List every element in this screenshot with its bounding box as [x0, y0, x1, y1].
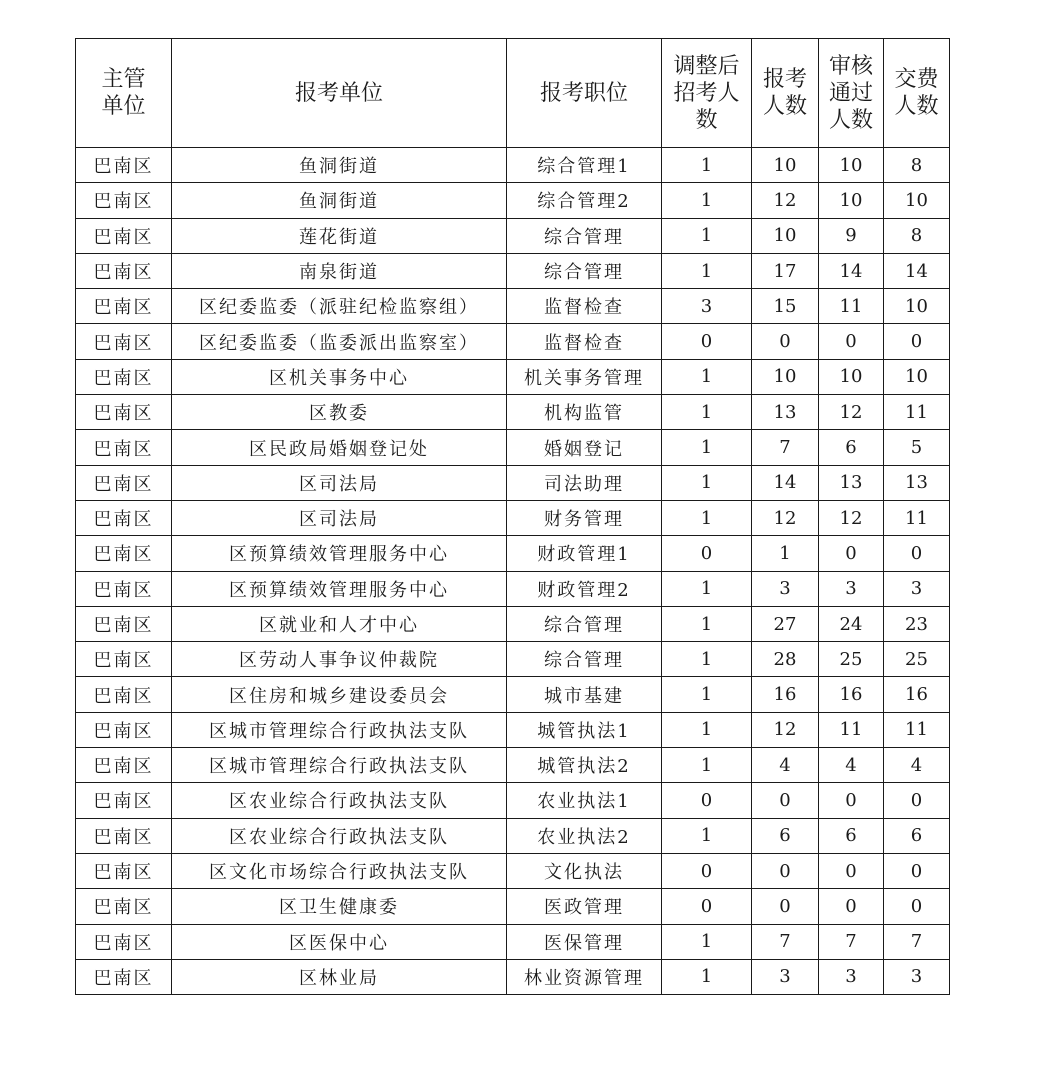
table-row [76, 324, 950, 359]
supervising-unit-cell: 巴南区 [76, 500, 172, 535]
position-cell: 农业执法2 [507, 818, 662, 853]
applicants-cell: 0 [752, 853, 819, 888]
table-row [76, 712, 950, 747]
paid-cell: 5 [884, 430, 950, 465]
applicants-cell: 3 [752, 959, 819, 994]
applicants-cell: 27 [752, 606, 819, 641]
header-supervising-unit: 主管 单位 [76, 39, 172, 148]
applicants-cell: 28 [752, 642, 819, 677]
approved-cell: 9 [819, 218, 884, 253]
applying-unit-cell: 区预算绩效管理服务中心 [172, 571, 507, 606]
paid-cell: 0 [884, 536, 950, 571]
supervising-unit-cell: 巴南区 [76, 571, 172, 606]
applying-unit-cell: 区司法局 [172, 465, 507, 500]
adjusted-quota-cell: 1 [662, 606, 752, 641]
supervising-unit-cell: 巴南区 [76, 465, 172, 500]
approved-cell: 6 [819, 818, 884, 853]
applicants-cell: 13 [752, 395, 819, 430]
supervising-unit-cell: 巴南区 [76, 183, 172, 218]
paid-cell: 4 [884, 748, 950, 783]
position-cell: 机构监管 [507, 395, 662, 430]
approved-cell: 11 [819, 289, 884, 324]
paid-cell: 0 [884, 889, 950, 924]
table-row [76, 536, 950, 571]
applicants-cell: 0 [752, 783, 819, 818]
position-cell: 医政管理 [507, 889, 662, 924]
table-body [76, 148, 950, 995]
position-cell: 财政管理2 [507, 571, 662, 606]
applying-unit-cell: 区劳动人事争议仲裁院 [172, 642, 507, 677]
adjusted-quota-cell: 1 [662, 677, 752, 712]
approved-cell: 4 [819, 748, 884, 783]
table-row [76, 783, 950, 818]
header-applicants: 报考 人数 [752, 39, 819, 148]
approved-cell: 10 [819, 183, 884, 218]
supervising-unit-cell: 巴南区 [76, 536, 172, 571]
supervising-unit-cell: 巴南区 [76, 218, 172, 253]
table-row [76, 924, 950, 959]
applicants-cell: 0 [752, 889, 819, 924]
table-row [76, 183, 950, 218]
paid-cell: 10 [884, 359, 950, 394]
supervising-unit-cell: 巴南区 [76, 748, 172, 783]
position-cell: 监督检查 [507, 289, 662, 324]
table-row [76, 889, 950, 924]
applying-unit-cell: 区城市管理综合行政执法支队 [172, 712, 507, 747]
paid-cell: 0 [884, 324, 950, 359]
applicants-cell: 17 [752, 253, 819, 288]
applying-unit-cell: 南泉街道 [172, 253, 507, 288]
supervising-unit-cell: 巴南区 [76, 783, 172, 818]
approved-cell: 12 [819, 395, 884, 430]
paid-cell: 8 [884, 148, 950, 183]
paid-cell: 11 [884, 712, 950, 747]
applying-unit-cell: 区预算绩效管理服务中心 [172, 536, 507, 571]
supervising-unit-cell: 巴南区 [76, 677, 172, 712]
position-cell: 城市基建 [507, 677, 662, 712]
position-cell: 婚姻登记 [507, 430, 662, 465]
paid-cell: 14 [884, 253, 950, 288]
approved-cell: 3 [819, 959, 884, 994]
applicants-cell: 12 [752, 183, 819, 218]
table-row [76, 818, 950, 853]
adjusted-quota-cell: 0 [662, 324, 752, 359]
position-cell: 农业执法1 [507, 783, 662, 818]
paid-cell: 11 [884, 500, 950, 535]
paid-cell: 6 [884, 818, 950, 853]
approved-cell: 11 [819, 712, 884, 747]
adjusted-quota-cell: 1 [662, 571, 752, 606]
position-cell: 司法助理 [507, 465, 662, 500]
paid-cell: 0 [884, 853, 950, 888]
adjusted-quota-cell: 1 [662, 748, 752, 783]
applying-unit-cell: 鱼洞街道 [172, 183, 507, 218]
applicants-cell: 12 [752, 500, 819, 535]
applicants-cell: 10 [752, 359, 819, 394]
applying-unit-cell: 区城市管理综合行政执法支队 [172, 748, 507, 783]
supervising-unit-cell: 巴南区 [76, 642, 172, 677]
position-cell: 综合管理 [507, 253, 662, 288]
supervising-unit-cell: 巴南区 [76, 324, 172, 359]
applying-unit-cell: 区就业和人才中心 [172, 606, 507, 641]
supervising-unit-cell: 巴南区 [76, 853, 172, 888]
adjusted-quota-cell: 0 [662, 889, 752, 924]
supervising-unit-cell: 巴南区 [76, 924, 172, 959]
header-applying-unit: 报考单位 [172, 39, 507, 148]
adjusted-quota-cell: 1 [662, 642, 752, 677]
table-row [76, 218, 950, 253]
adjusted-quota-cell: 1 [662, 253, 752, 288]
adjusted-quota-cell: 1 [662, 818, 752, 853]
applicants-cell: 10 [752, 148, 819, 183]
applying-unit-cell: 区文化市场综合行政执法支队 [172, 853, 507, 888]
applicants-cell: 7 [752, 430, 819, 465]
table-row [76, 748, 950, 783]
position-cell: 综合管理 [507, 606, 662, 641]
table-row [76, 642, 950, 677]
adjusted-quota-cell: 0 [662, 783, 752, 818]
position-cell: 综合管理 [507, 218, 662, 253]
position-cell: 综合管理 [507, 642, 662, 677]
approved-cell: 16 [819, 677, 884, 712]
supervising-unit-cell: 巴南区 [76, 818, 172, 853]
supervising-unit-cell: 巴南区 [76, 148, 172, 183]
supervising-unit-cell: 巴南区 [76, 606, 172, 641]
applicants-cell: 12 [752, 712, 819, 747]
paid-cell: 3 [884, 959, 950, 994]
table-row [76, 465, 950, 500]
header-paid: 交费 人数 [884, 39, 950, 148]
table-row [76, 395, 950, 430]
supervising-unit-cell: 巴南区 [76, 289, 172, 324]
position-cell: 医保管理 [507, 924, 662, 959]
table-row [76, 571, 950, 606]
applying-unit-cell: 区农业综合行政执法支队 [172, 783, 507, 818]
applying-unit-cell: 区教委 [172, 395, 507, 430]
approved-cell: 0 [819, 889, 884, 924]
adjusted-quota-cell: 1 [662, 218, 752, 253]
applicants-cell: 14 [752, 465, 819, 500]
supervising-unit-cell: 巴南区 [76, 712, 172, 747]
adjusted-quota-cell: 1 [662, 359, 752, 394]
paid-cell: 3 [884, 571, 950, 606]
applicants-cell: 3 [752, 571, 819, 606]
applying-unit-cell: 区机关事务中心 [172, 359, 507, 394]
paid-cell: 8 [884, 218, 950, 253]
paid-cell: 25 [884, 642, 950, 677]
approved-cell: 0 [819, 783, 884, 818]
supervising-unit-cell: 巴南区 [76, 395, 172, 430]
position-cell: 林业资源管理 [507, 959, 662, 994]
table-row [76, 959, 950, 994]
supervising-unit-cell: 巴南区 [76, 253, 172, 288]
adjusted-quota-cell: 1 [662, 183, 752, 218]
applying-unit-cell: 区医保中心 [172, 924, 507, 959]
position-cell: 财务管理 [507, 500, 662, 535]
applying-unit-cell: 区纪委监委（监委派出监察室） [172, 324, 507, 359]
paid-cell: 13 [884, 465, 950, 500]
paid-cell: 23 [884, 606, 950, 641]
table-row [76, 148, 950, 183]
adjusted-quota-cell: 1 [662, 148, 752, 183]
position-cell: 综合管理1 [507, 148, 662, 183]
applicants-cell: 4 [752, 748, 819, 783]
position-cell: 财政管理1 [507, 536, 662, 571]
approved-cell: 0 [819, 536, 884, 571]
paid-cell: 16 [884, 677, 950, 712]
adjusted-quota-cell: 1 [662, 465, 752, 500]
applying-unit-cell: 区住房和城乡建设委员会 [172, 677, 507, 712]
table-row [76, 253, 950, 288]
applying-unit-cell: 区民政局婚姻登记处 [172, 430, 507, 465]
supervising-unit-cell: 巴南区 [76, 359, 172, 394]
applying-unit-cell: 区林业局 [172, 959, 507, 994]
adjusted-quota-cell: 1 [662, 924, 752, 959]
adjusted-quota-cell: 0 [662, 853, 752, 888]
header-row [76, 39, 950, 148]
adjusted-quota-cell: 3 [662, 289, 752, 324]
paid-cell: 7 [884, 924, 950, 959]
approved-cell: 13 [819, 465, 884, 500]
applicants-cell: 16 [752, 677, 819, 712]
table-row [76, 677, 950, 712]
paid-cell: 10 [884, 183, 950, 218]
approved-cell: 0 [819, 853, 884, 888]
paid-cell: 10 [884, 289, 950, 324]
table-row [76, 289, 950, 324]
approved-cell: 14 [819, 253, 884, 288]
header-adjusted-quota: 调整后 招考人 数 [662, 39, 752, 148]
table-row [76, 853, 950, 888]
header-approved: 审核 通过 人数 [819, 39, 884, 148]
approved-cell: 10 [819, 359, 884, 394]
applicants-cell: 7 [752, 924, 819, 959]
position-cell: 监督检查 [507, 324, 662, 359]
position-cell: 综合管理2 [507, 183, 662, 218]
applying-unit-cell: 莲花街道 [172, 218, 507, 253]
approved-cell: 0 [819, 324, 884, 359]
adjusted-quota-cell: 1 [662, 500, 752, 535]
applicants-cell: 15 [752, 289, 819, 324]
adjusted-quota-cell: 1 [662, 430, 752, 465]
supervising-unit-cell: 巴南区 [76, 959, 172, 994]
position-cell: 文化执法 [507, 853, 662, 888]
applicants-cell: 1 [752, 536, 819, 571]
approved-cell: 10 [819, 148, 884, 183]
table-row [76, 430, 950, 465]
paid-cell: 0 [884, 783, 950, 818]
approved-cell: 24 [819, 606, 884, 641]
approved-cell: 6 [819, 430, 884, 465]
adjusted-quota-cell: 1 [662, 395, 752, 430]
adjusted-quota-cell: 0 [662, 536, 752, 571]
header-position: 报考职位 [507, 39, 662, 148]
adjusted-quota-cell: 1 [662, 959, 752, 994]
applying-unit-cell: 区纪委监委（派驻纪检监察组） [172, 289, 507, 324]
applicants-cell: 0 [752, 324, 819, 359]
applying-unit-cell: 区农业综合行政执法支队 [172, 818, 507, 853]
position-cell: 城管执法1 [507, 712, 662, 747]
applying-unit-cell: 区卫生健康委 [172, 889, 507, 924]
position-cell: 城管执法2 [507, 748, 662, 783]
applicants-cell: 10 [752, 218, 819, 253]
table-row [76, 500, 950, 535]
paid-cell: 11 [884, 395, 950, 430]
approved-cell: 25 [819, 642, 884, 677]
table-row [76, 606, 950, 641]
supervising-unit-cell: 巴南区 [76, 430, 172, 465]
adjusted-quota-cell: 1 [662, 712, 752, 747]
applicants-cell: 6 [752, 818, 819, 853]
applying-unit-cell: 鱼洞街道 [172, 148, 507, 183]
table-row [76, 359, 950, 394]
position-cell: 机关事务管理 [507, 359, 662, 394]
registration-table [75, 38, 950, 995]
applying-unit-cell: 区司法局 [172, 500, 507, 535]
approved-cell: 3 [819, 571, 884, 606]
approved-cell: 12 [819, 500, 884, 535]
supervising-unit-cell: 巴南区 [76, 889, 172, 924]
approved-cell: 7 [819, 924, 884, 959]
